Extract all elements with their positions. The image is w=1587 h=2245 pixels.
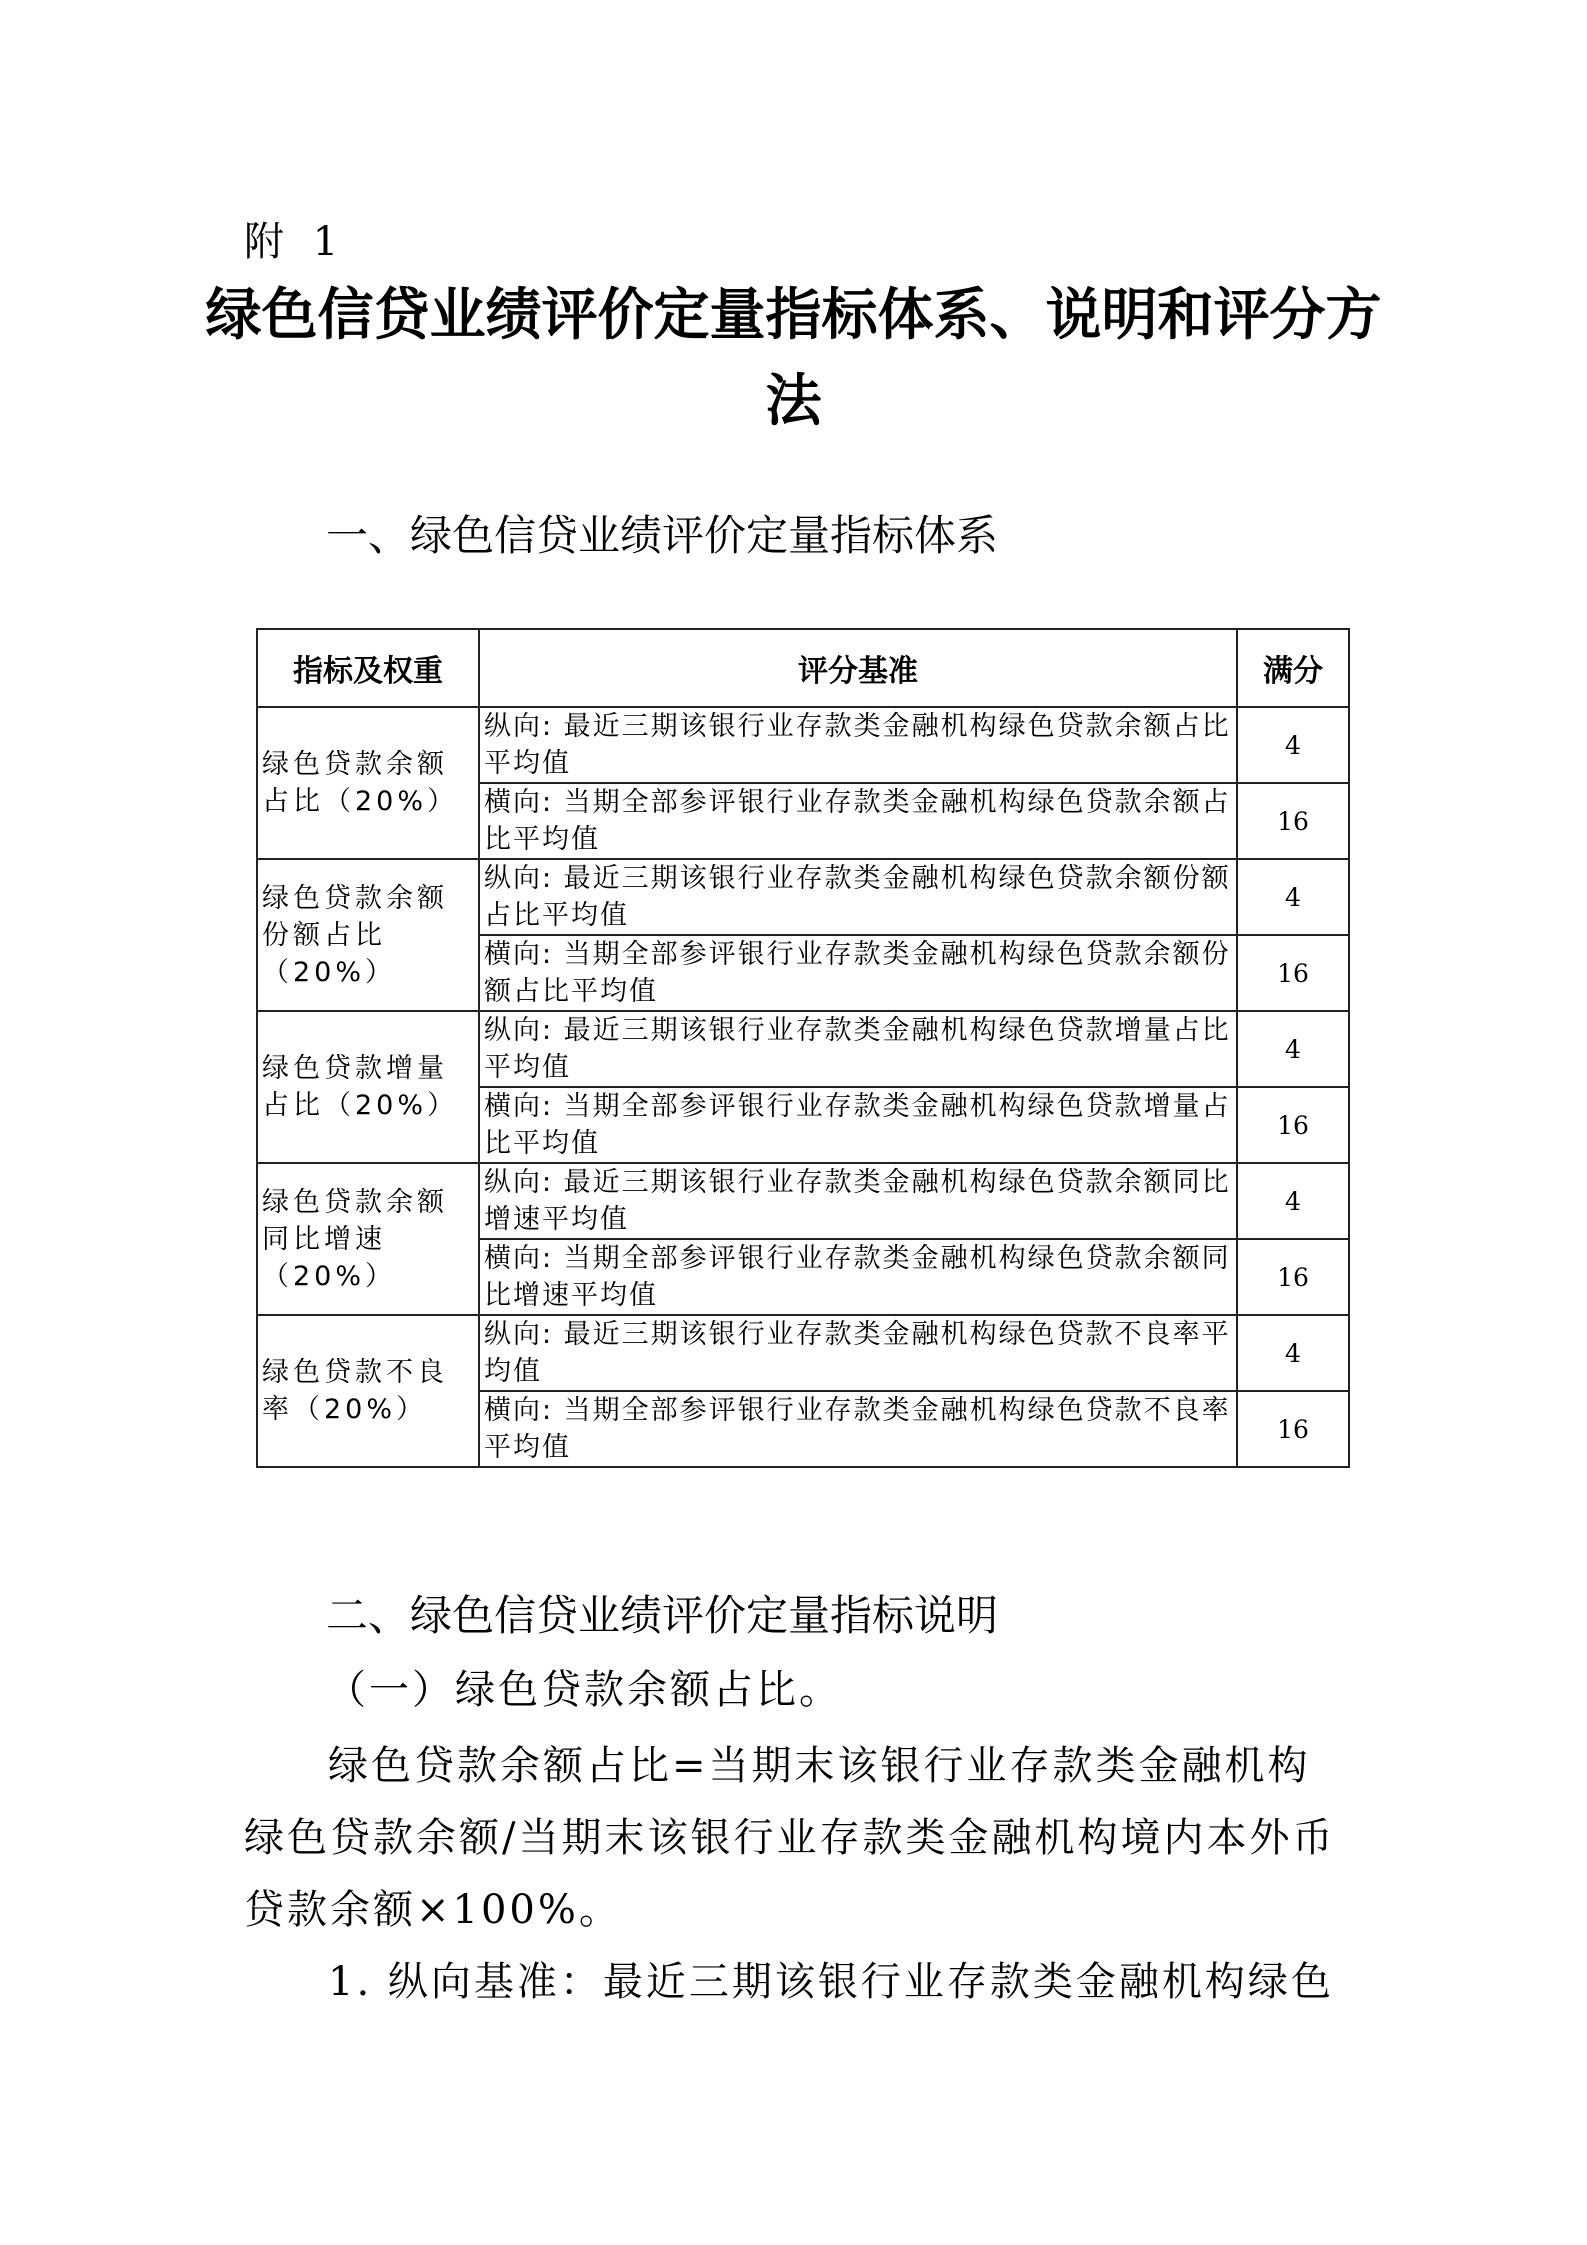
score-cell: 16 (1237, 1087, 1349, 1163)
score-cell: 4 (1237, 707, 1349, 783)
criterion-cell: 纵向: 最近三期该银行业存款类金融机构绿色贷款增量占比平均值 (479, 1011, 1237, 1087)
score-cell: 4 (1237, 1315, 1349, 1391)
table-header-row (257, 629, 1349, 707)
score-cell: 16 (1237, 783, 1349, 859)
score-cell: 16 (1237, 1239, 1349, 1315)
indicator-name: 绿色贷款不良率（20%） (257, 1315, 479, 1467)
score-cell: 16 (1237, 1391, 1349, 1467)
criterion-cell: 纵向: 最近三期该银行业存款类金融机构绿色贷款余额占比平均值 (479, 707, 1237, 783)
indicator-table (256, 628, 1350, 1468)
criterion-cell: 纵向: 最近三期该银行业存款类金融机构绿色贷款不良率平均值 (479, 1315, 1237, 1391)
score-cell: 4 (1237, 859, 1349, 935)
score-cell: 16 (1237, 935, 1349, 1011)
header-criterion: 评分基准 (479, 629, 1237, 707)
indicator-name: 绿色贷款余额同比增速（20%） (257, 1163, 479, 1315)
criterion-cell: 横向: 当期全部参评银行业存款类金融机构绿色贷款余额同比增速平均值 (479, 1239, 1237, 1315)
subsection-heading: （一）绿色贷款余额占比。 (326, 1667, 842, 1713)
table-row (257, 859, 1349, 935)
header-full-score: 满分 (1237, 629, 1349, 707)
indicator-name: 绿色贷款余额占比（20%） (257, 707, 479, 859)
criterion-cell: 纵向: 最近三期该银行业存款类金融机构绿色贷款余额份额占比平均值 (479, 859, 1237, 935)
section-heading-indicator-description: 二、绿色信贷业绩评价定量指标说明 (326, 1591, 999, 1640)
numbered-item: 1. 纵向基准：最近三期该银行业存款类金融机构绿色 (328, 1959, 1334, 2005)
document-title: 绿色信贷业绩评价定量指标体系、说明和评分方法 (205, 282, 1382, 434)
score-cell: 4 (1237, 1011, 1349, 1087)
definition-paragraph: 绿色贷款余额占比=当期末该银行业存款类金融机构绿色贷款余额/当期末该银行业存款类金融机构境内本外币贷款余额×100%。 (244, 1743, 1336, 1933)
score-cell: 4 (1237, 1163, 1349, 1239)
table-row (257, 1315, 1349, 1391)
indicator-name: 绿色贷款增量占比（20%） (257, 1011, 479, 1163)
header-indicator: 指标及权重 (257, 629, 479, 707)
criterion-cell: 纵向: 最近三期该银行业存款类金融机构绿色贷款余额同比增速平均值 (479, 1163, 1237, 1239)
annex-label: 附 1 (244, 219, 347, 265)
section-heading-indicator-system: 一、绿色信贷业绩评价定量指标体系 (326, 511, 999, 560)
table-row (257, 1011, 1349, 1087)
criterion-cell: 横向: 当期全部参评银行业存款类金融机构绿色贷款不良率平均值 (479, 1391, 1237, 1467)
table-row (257, 1163, 1349, 1239)
table-row (257, 707, 1349, 783)
criterion-cell: 横向: 当期全部参评银行业存款类金融机构绿色贷款余额占比平均值 (479, 783, 1237, 859)
criterion-cell: 横向: 当期全部参评银行业存款类金融机构绿色贷款增量占比平均值 (479, 1087, 1237, 1163)
criterion-cell: 横向: 当期全部参评银行业存款类金融机构绿色贷款余额份额占比平均值 (479, 935, 1237, 1011)
indicator-name: 绿色贷款余额份额占比（20%） (257, 859, 479, 1011)
